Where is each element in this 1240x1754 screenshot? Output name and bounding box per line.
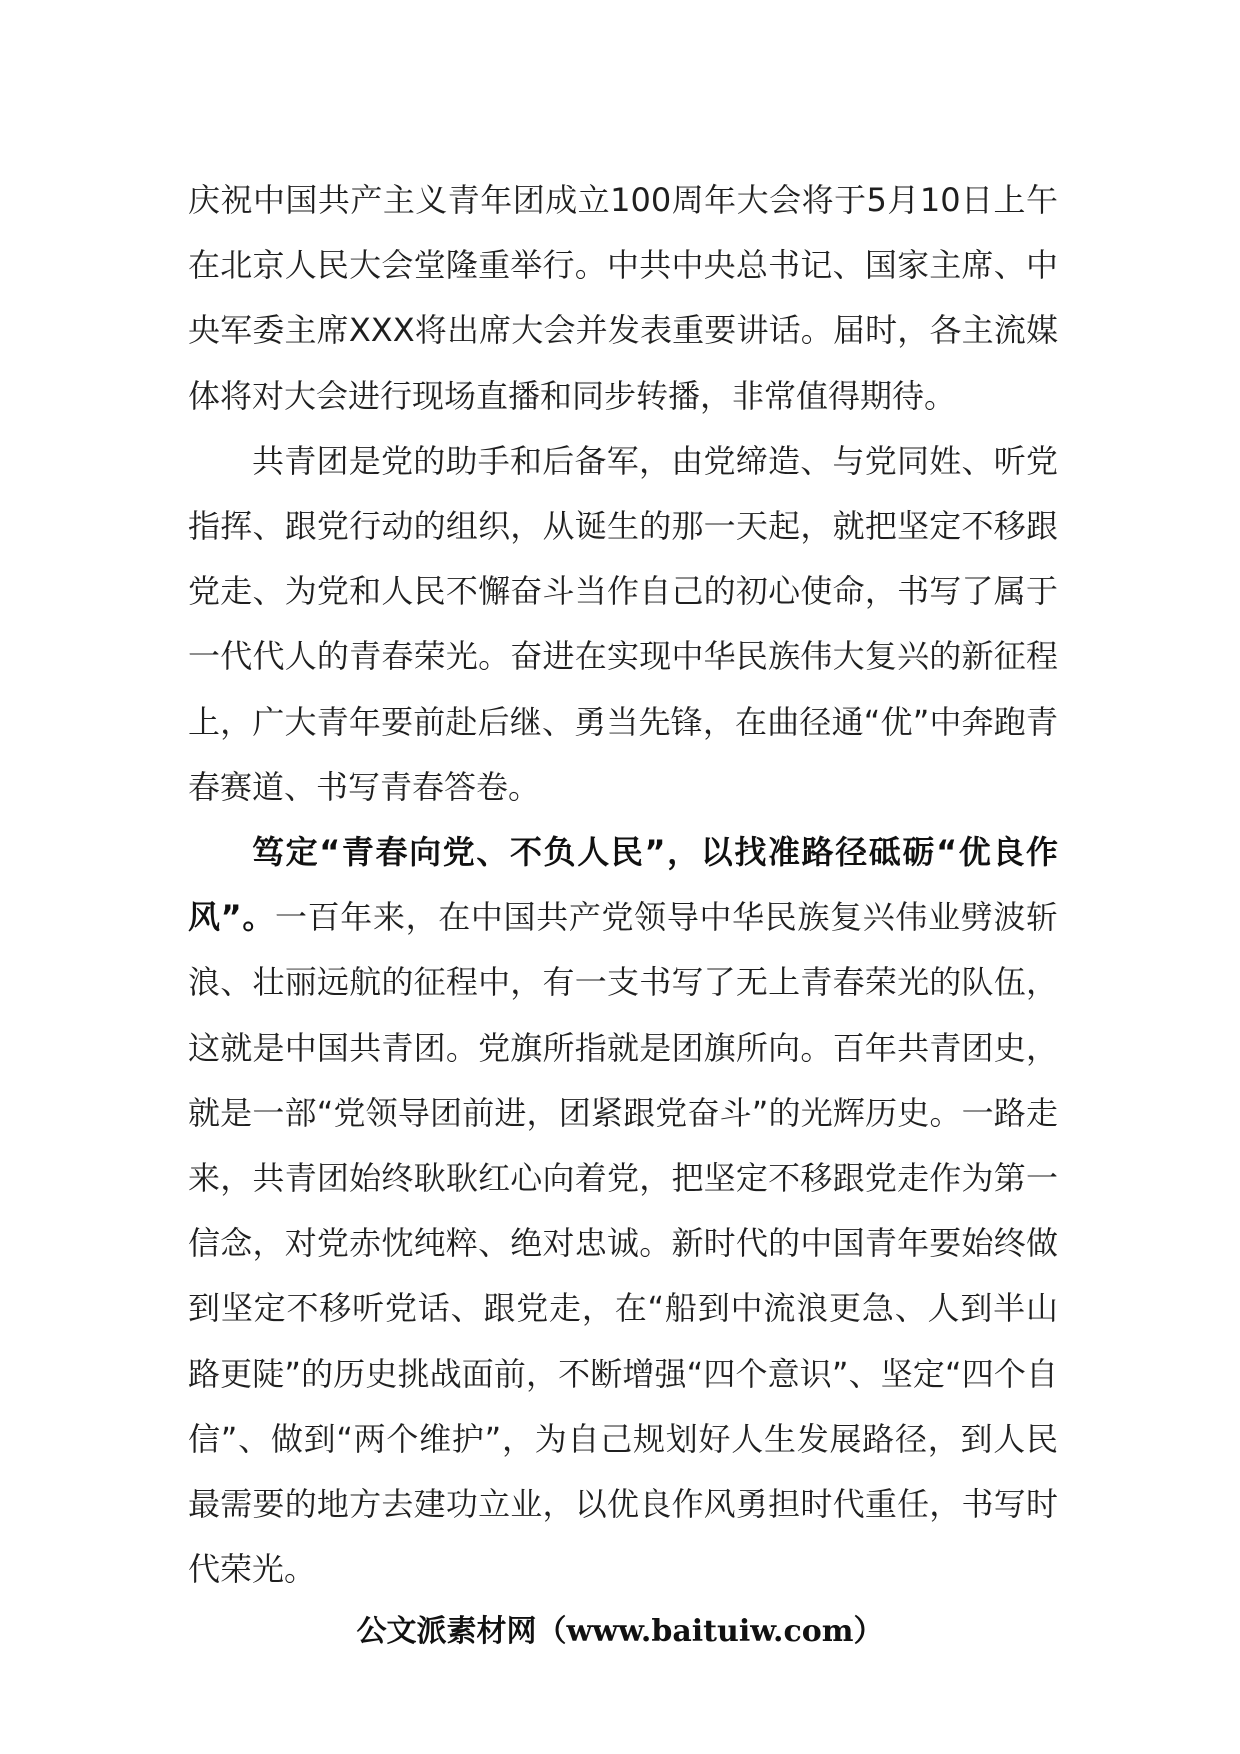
section-heading: 笃定“青春向党、不负人民”，以找准路径砥砺“优良作风”。 (188, 833, 1058, 937)
paragraph-intro (188, 168, 1058, 429)
paragraph-text: 庆祝中国共产主义青年团成立100周年大会将于5月10日上午在北京人民大会堂隆重举行。中共中央总书记、国家主席、中央军委主席XXX将出席大会并发表重要讲话。届时，各主流媒体将对大会进行现场直播和同步转播，非常值得期待。 (188, 181, 1058, 415)
paragraph-youth-league (188, 429, 1058, 820)
paragraph-text: 一百年来，在中国共产党领导中华民族复兴伟业劈波斩浪、壮丽远航的征程中，有一支书写了无上青春荣光的队伍，这就是中国共青团。党旗所指就是团旗所向。百年共青团史，就是一部“党领导团前进，团紧跟党奋斗”的光辉历史。一路走来，共青团始终耿耿红心向着党，把坚定不移跟党走作为第一信念，对党赤忱纯粹、绝对忠诚。新时代的中国青年要始终做到坚定不移听党话、跟党走，在“船到中流浪更急、人到半山路更陡”的历史挑战面前，不断增强“四个意识”、坚定“四个自信”、做到“两个维护”，为自己规划好人生发展路径，到人民最需要的地方去建功立业，以优良作风勇担时代重任，书写时代荣光。 (188, 898, 1058, 1589)
paragraph-section-one (188, 820, 1058, 1602)
document-body (188, 168, 1058, 1602)
footer-watermark: 公文派素材网（www.baituiw.com） (356, 1614, 884, 1649)
paragraph-text: 共青团是党的助手和后备军，由党缔造、与党同姓、听党指挥、跟党行动的组织，从诞生的那一天起，就把坚定不移跟党走、为党和人民不懈奋斗当作自己的初心使命，书写了属于一代代人的青春荣光。奋进在实现中华民族伟大复兴的新征程上，广大青年要前赴后继、勇当先锋，在曲径通“优”中奔跑青春赛道、书写青春答卷。 (188, 441, 1058, 806)
